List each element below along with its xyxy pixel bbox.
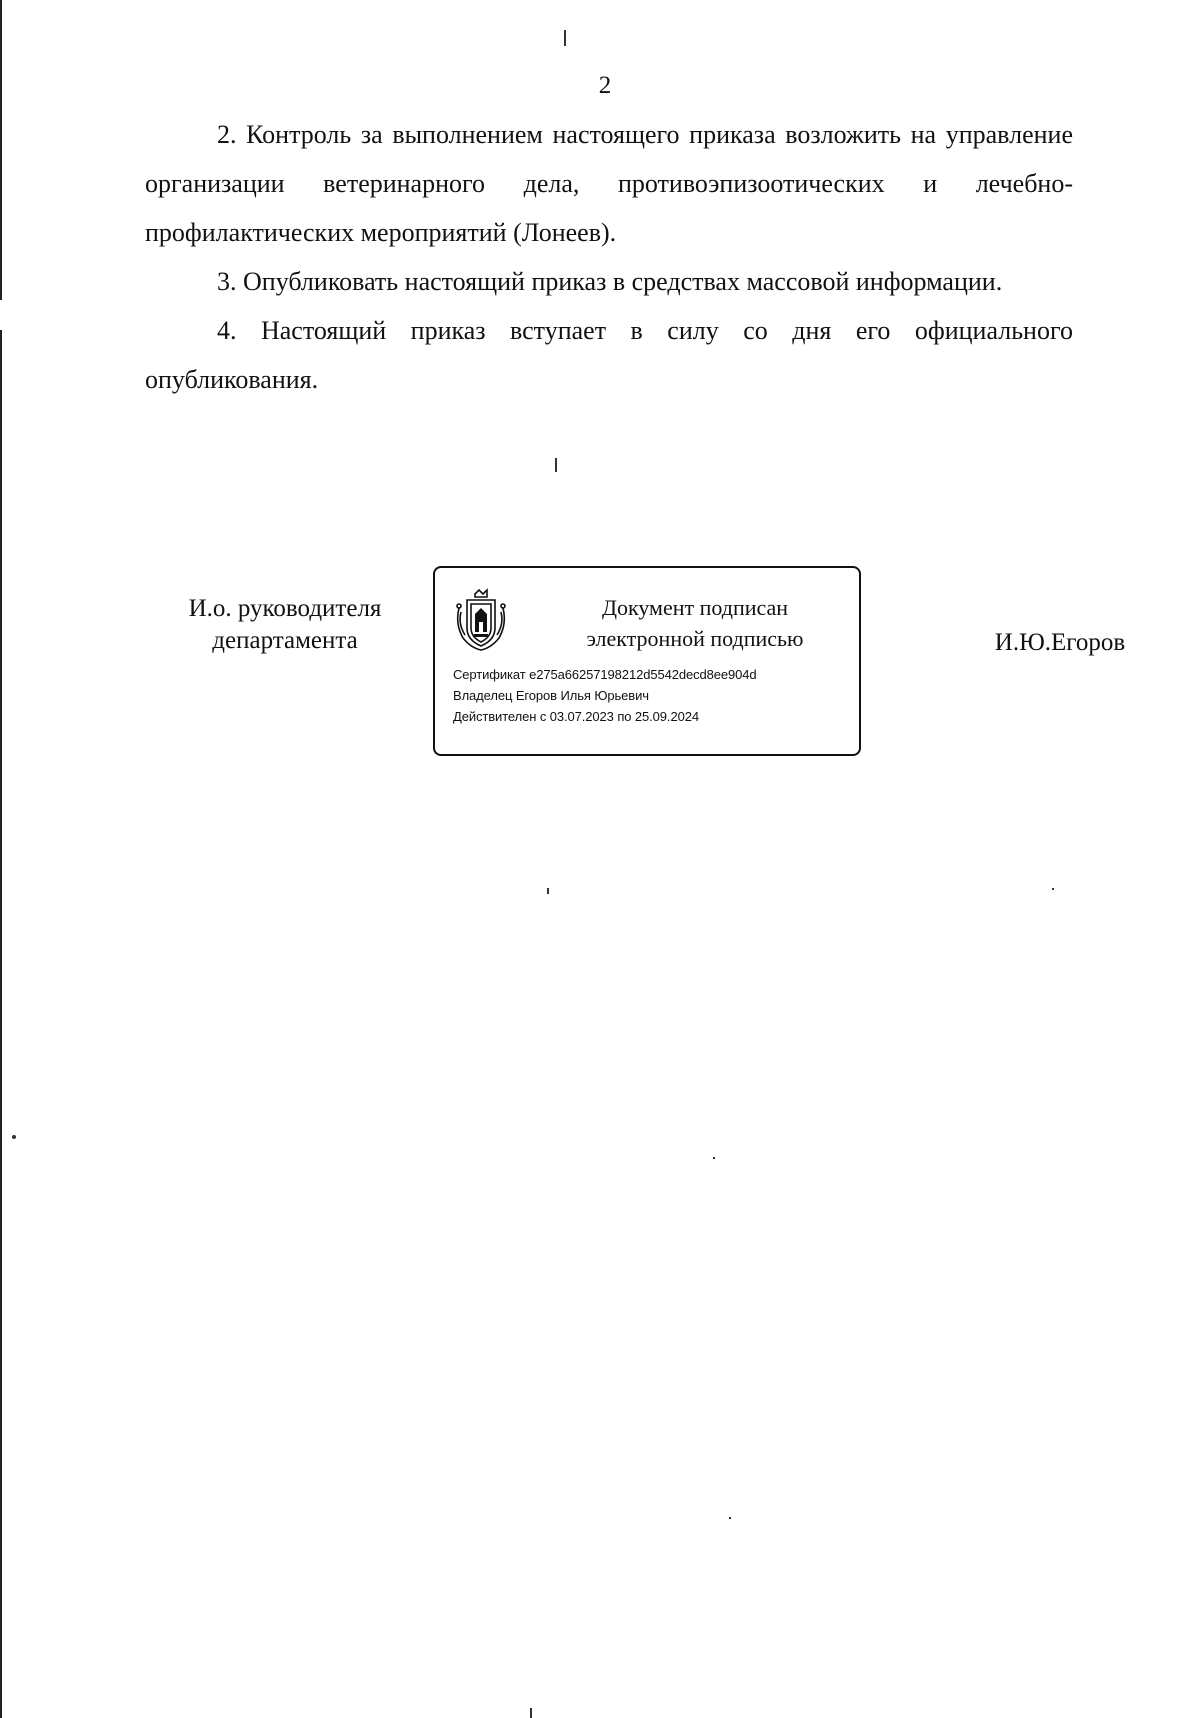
signature-details (453, 664, 853, 727)
certificate-number: Сертификат e275a66257198212d5542decd8ee904d (453, 667, 757, 682)
certificate-validity: Действителен с 03.07.2023 по 25.09.2024 (453, 709, 699, 724)
signature-heading-line1: Документ подписан (601, 595, 789, 620)
scan-mark (564, 30, 566, 46)
document-body (145, 110, 1073, 404)
scan-edge-line (0, 0, 2, 300)
paragraph-effective-date: 4. Настоящий приказ вступает в силу со дня его официального опубликования. (145, 316, 1073, 394)
electronic-signature-stamp (433, 566, 861, 756)
scan-mark (555, 458, 557, 472)
scan-mark (530, 1708, 532, 1718)
scan-speck (713, 1157, 715, 1159)
paragraph-control: 2. Контроль за выполнением настоящего приказа возложить на управление организации ветеринарного дела, противоэпизоотических и лечебно-профилактических мероприятий (Лонеев). (145, 120, 1073, 247)
signer-position (160, 593, 410, 657)
scan-speck (12, 1135, 16, 1139)
scan-speck (1052, 888, 1054, 890)
signer-position-line2: департамента (212, 627, 358, 654)
scan-edge-line (0, 330, 2, 1718)
signer-position-line1: И.о. руководителя (188, 595, 382, 622)
coat-of-arms-icon (453, 588, 509, 652)
signature-heading-line2: электронной подписью (586, 626, 804, 651)
scan-speck (547, 888, 549, 894)
paragraph-publish: 3. Опубликовать настоящий приказ в средствах массовой информации. (217, 267, 1003, 296)
page-number: 2 (598, 72, 612, 99)
signer-name: И.Ю.Егоров (994, 629, 1126, 656)
scan-speck (729, 1517, 731, 1519)
certificate-owner: Владелец Егоров Илья Юрьевич (453, 688, 649, 703)
signature-stamp-heading (545, 592, 845, 654)
